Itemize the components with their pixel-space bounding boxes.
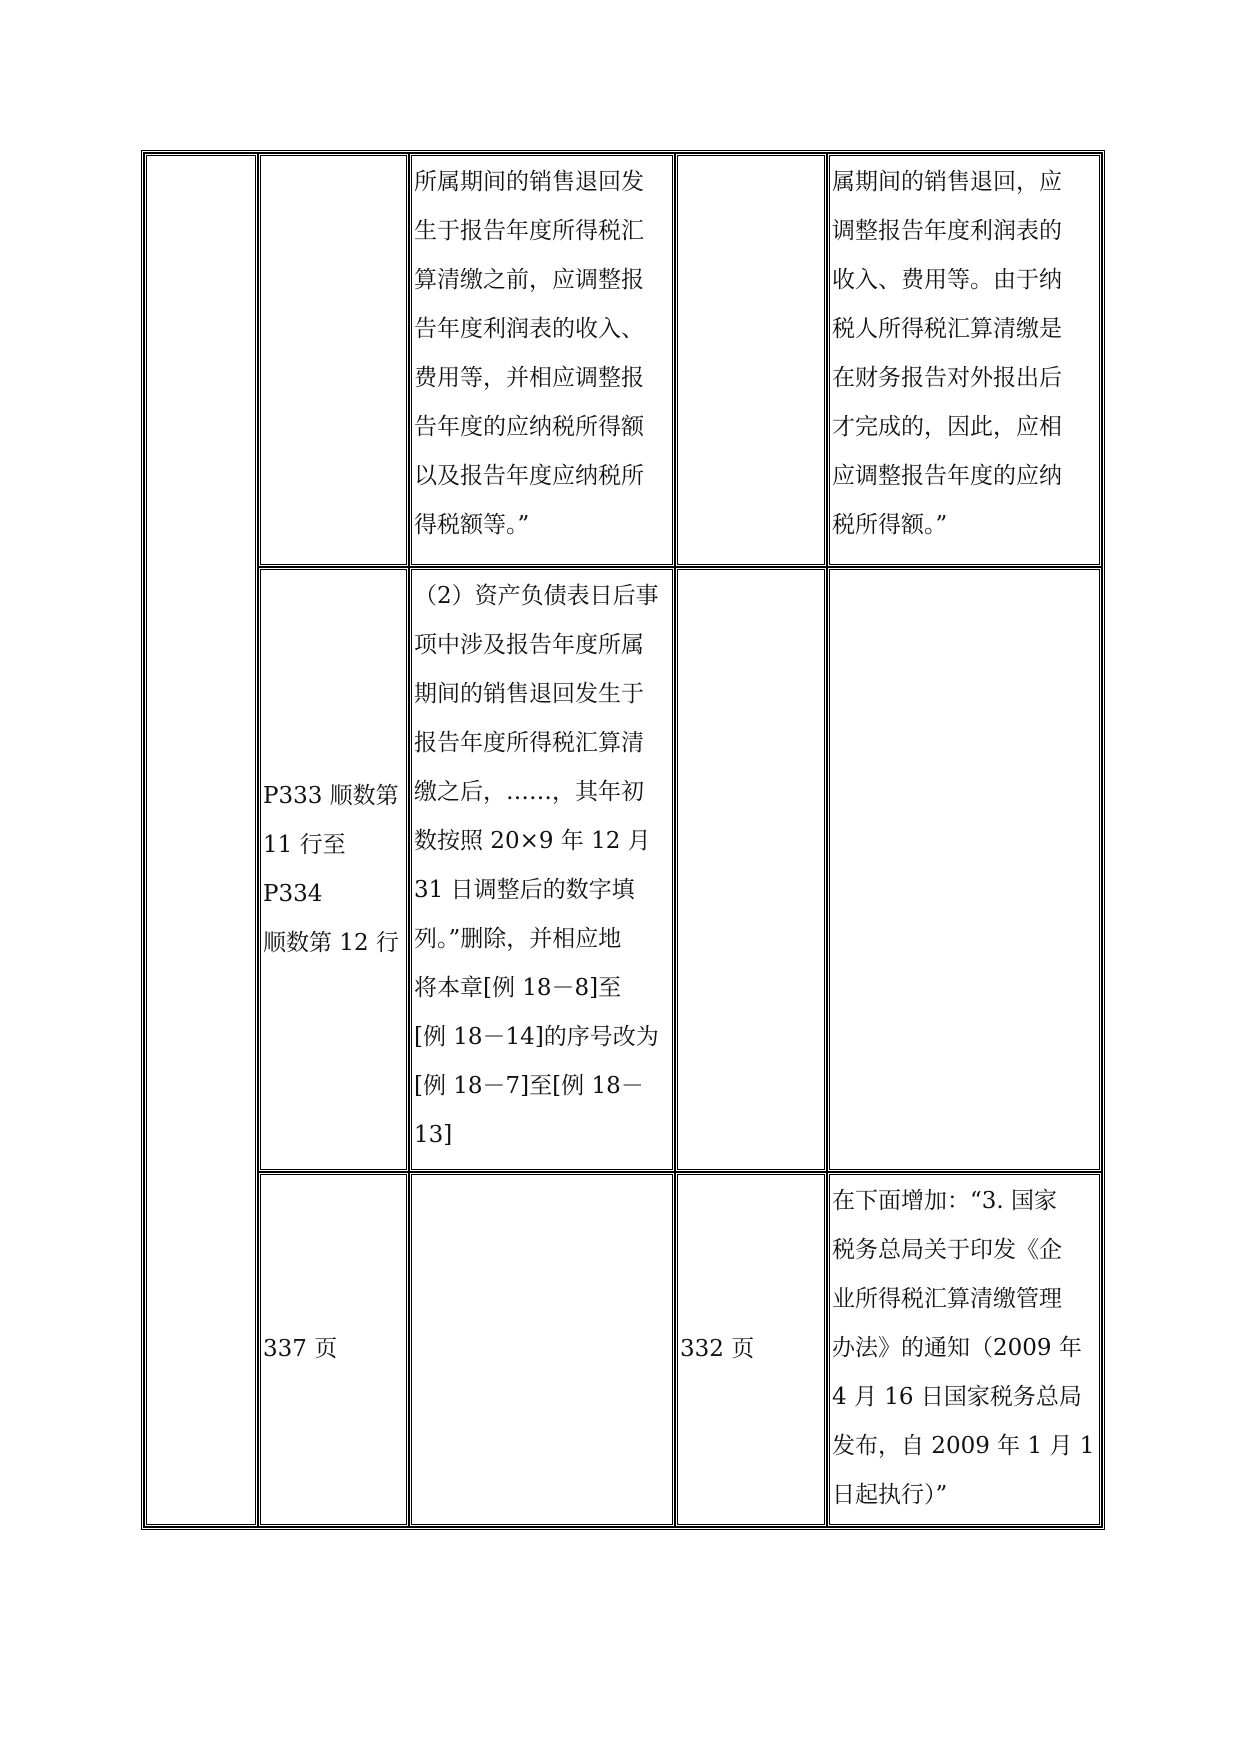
table-cell-r3-c4 [675, 1172, 827, 1527]
cell-text: 337 页 [263, 1336, 338, 1362]
cell-text: （2）资产负债表日后事 项中涉及报告年度所属 期间的销售退回发生于 报告年度所得税汇算清 缴之后，……，其年初 数按照 20×9 年 12 月 31 日调整后的数字填 列。”删除，并相应地 将本章[例 18－8]至 [例 18－14]的序号改为 [例 18－7]至[例 18－ 13] [414, 583, 659, 1148]
cell-text [412, 1175, 672, 1177]
revision-table [141, 150, 1105, 1530]
cell-text [678, 156, 824, 158]
table-cell-col1 [144, 153, 258, 1527]
cell-text: 所属期间的销售退回发 生于报告年度所得税汇 算清缴之前，应调整报 告年度利润表的收入、 费用等，并相应调整报 告年度的应纳税所得额 以及报告年度应纳税所 得税额等。” [414, 169, 644, 538]
cell-text: P333 顺数第 11 行至 P334 顺数第 12 行 [263, 782, 399, 956]
table-cell-r2-c4 [675, 567, 827, 1172]
cell-text [678, 570, 824, 572]
table-cell-r1-c4 [675, 153, 827, 567]
table-cell-r2-c5 [827, 567, 1102, 1172]
cell-text [261, 156, 406, 158]
table-cell-r3-c2 [258, 1172, 409, 1527]
table-cell-r1-c3 [409, 153, 675, 567]
table-cell-r1-c2 [258, 153, 409, 567]
cell-text: 在下面增加：“3. 国家 税务总局关于印发《企 业所得税汇算清缴管理 办法》的通知（2009 年 4 月 16 日国家税务总局 发布，自 2009 年 1 月 1 日起执行）” [832, 1188, 1095, 1508]
table-cell-r2-c3 [409, 567, 675, 1172]
table-cell-r3-c5 [827, 1172, 1102, 1527]
cell-text: 属期间的销售退回，应 调整报告年度利润表的 收入、费用等。由于纳 税人所得税汇算清缴是 在财务报告对外报出后 才完成的，因此，应相 应调整报告年度的应纳 税所得额。” [832, 169, 1062, 538]
table-cell-r2-c2 [258, 567, 409, 1172]
table-cell-r1-c5 [827, 153, 1102, 567]
cell-text: 332 页 [680, 1336, 755, 1362]
table-cell-r3-c3 [409, 1172, 675, 1527]
cell-text [830, 570, 1099, 572]
